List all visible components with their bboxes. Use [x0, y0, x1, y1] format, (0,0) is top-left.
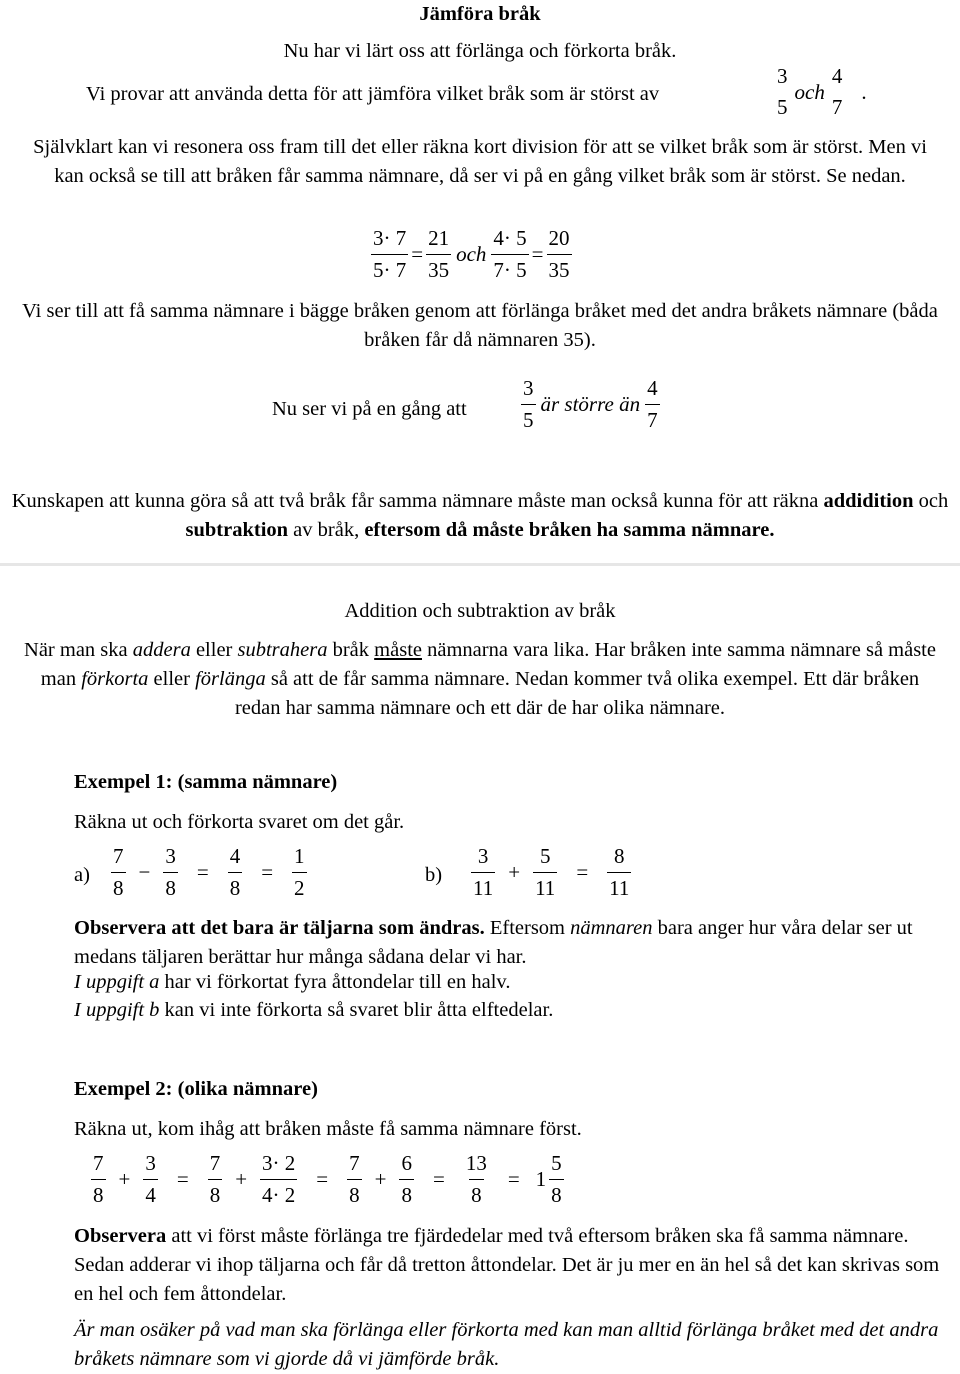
final-tip: Är man osäker på vad man ska förlänga eller förkorta med kan man alltid förlänga bråket med det andra bråkets nämnare som vi gjorde då vi jämförde bråk. — [74, 1319, 939, 1370]
fraction: $\frac{7}{8}$ — [209, 1151, 221, 1207]
fraction: $\frac{21}{35}$ — [428, 226, 450, 282]
conclusion-expression: $\frac{3}{5}$ är större än $\frac{4}{7}$ — [523, 376, 658, 432]
fraction: $\frac{3\cdot 2}{4\cdot 2}$ — [262, 1151, 296, 1207]
compare-question: Vi provar att använda detta för att jämföra vilket bråk som är störst av — [86, 83, 660, 105]
fraction: $\frac{5}{8}$ — [551, 1151, 562, 1207]
fraction: $\frac{3}{5}$ — [523, 376, 534, 432]
fraction: $\frac{6}{8}$ — [401, 1151, 412, 1207]
note-b: I uppgift b kan vi inte förkorta så svaret blir åtta elftedelar. — [74, 999, 554, 1021]
example-1-heading: Exempel 1: (samma nämnare) — [74, 771, 338, 793]
compare-fractions: 3 5 och 4 7 . — [777, 64, 867, 119]
fraction: $\frac{3}{8}$ — [165, 844, 176, 900]
fraction: $\frac{8}{11}$ — [609, 844, 630, 900]
label-b: b) — [425, 864, 443, 886]
fraction: 3 5 — [777, 64, 788, 119]
reasoning-paragraph: Självklart kan vi resonera oss fram till det eller räkna kort division för att se vilket bråk som är störst. Men vi kan också se till att bråken får samma nämnare, då ser vi på en gång vilket bråk som är störst. Se nedan. — [33, 136, 927, 187]
fraction: $\frac{7}{8}$ — [113, 844, 124, 900]
example-1a-equation: $\frac{7}{8}$ − $\frac{3}{8}$ = $\frac{4}{8}$ = $\frac{1}{2}$ — [113, 844, 305, 900]
addition-intro-paragraph: När man ska addera eller subtrahera bråk måste nämnarna vara lika. Har bråken inte samma nämnare så måste man förkorta eller förlänga så att de får samma nämnare. Nedan kommer två olika exempel. Ett där bråken redan har samma nämnare och ett där de har olika nämnare. — [24, 639, 936, 719]
section-heading: Addition och subtraktion av bråk — [344, 600, 616, 622]
example-2-heading: Exempel 2: (olika nämnare) — [74, 1078, 318, 1100]
example-2-instruction: Räkna ut, kom ihåg att bråken måste få samma nämnare först. — [74, 1118, 582, 1140]
example-1-observation: Observera att det bara är täljarna som ändras. Eftersom nämnaren bara anger hur våra delar ser ut medans täljaren berättar hur många sådana delar vi har. — [74, 917, 913, 968]
fraction: $\frac{20}{35}$ — [548, 226, 570, 282]
fraction: 4 7 — [831, 64, 843, 119]
fraction: $\frac{5}{11}$ — [535, 844, 556, 900]
common-denominator-paragraph: Vi ser till att få samma nämnare i bägge bråken genom att förlänga bråket med det andra bråkets nämnare (båda bråken får då nämnaren 35). — [22, 300, 938, 351]
fraction: $\frac{4}{8}$ — [229, 844, 241, 900]
page-title: Jämföra bråk — [419, 3, 541, 25]
fraction: $\frac{4}{7}$ — [647, 376, 658, 432]
whole-number: 1 — [535, 1167, 547, 1191]
conclusion-text: Nu ser vi på en gång att — [272, 398, 467, 420]
section-divider — [0, 563, 960, 566]
comparison-equation: $\frac{3\cdot 7}{5\cdot 7}$ = $\frac{21}{35}$ och $\frac{4\cdot 5}{7\cdot 5}$ = $\frac{20}{35}$ — [373, 226, 570, 282]
fraction: $\frac{13}{8}$ — [465, 1151, 487, 1207]
fraction: $\frac{3}{4}$ — [145, 1151, 156, 1207]
fraction: $\frac{7}{8}$ — [93, 1151, 104, 1207]
fraction: $\frac{3}{11}$ — [473, 844, 494, 900]
label-a: a) — [74, 864, 90, 886]
note-a: I uppgift a har vi förkortat fyra åttondelar till en halv. — [74, 971, 511, 993]
example-1b-equation: $\frac{3}{11}$ + $\frac{5}{11}$ = $\frac{8}{11}$ — [473, 844, 630, 900]
fraction: $\frac{7}{8}$ — [349, 1151, 360, 1207]
fraction: $\frac{3\cdot 7}{5\cdot 7}$ — [373, 226, 407, 282]
fraction: $\frac{4\cdot 5}{7\cdot 5}$ — [493, 226, 527, 282]
example-2-equation: $\frac{7}{8}$ + $\frac{3}{4}$ = $\frac{7}{8}$ + $\frac{3\cdot 2}{4\cdot 2}$ = $\frac{7}{8}$ + $\frac{6}{8}$ = $\frac{13}{8}$ = 1 $\frac{5}{8}$ — [93, 1151, 562, 1207]
intro-line: Nu har vi lärt oss att förlänga och förkorta bråk. — [283, 40, 677, 62]
example-2-observation: Observera att vi först måste förlänga tre fjärdedelar med två eftersom bråken ska få samma nämnare. Sedan adderar vi ihop täljarna och får då tretton åttondelar. Det är ju mer en än hel så det kan skrivas som en hel och fem åttondelar. — [74, 1225, 940, 1305]
example-1-instruction: Räkna ut och förkorta svaret om det går. — [74, 811, 405, 833]
knowledge-paragraph: Kunskapen att kunna göra så att två bråk får samma nämnare måste man också kunna för att räkna addidition och subtraktion av bråk, eftersom då måste bråken ha samma nämnare. — [11, 490, 949, 541]
fraction: $\frac{1}{2}$ — [294, 844, 305, 900]
